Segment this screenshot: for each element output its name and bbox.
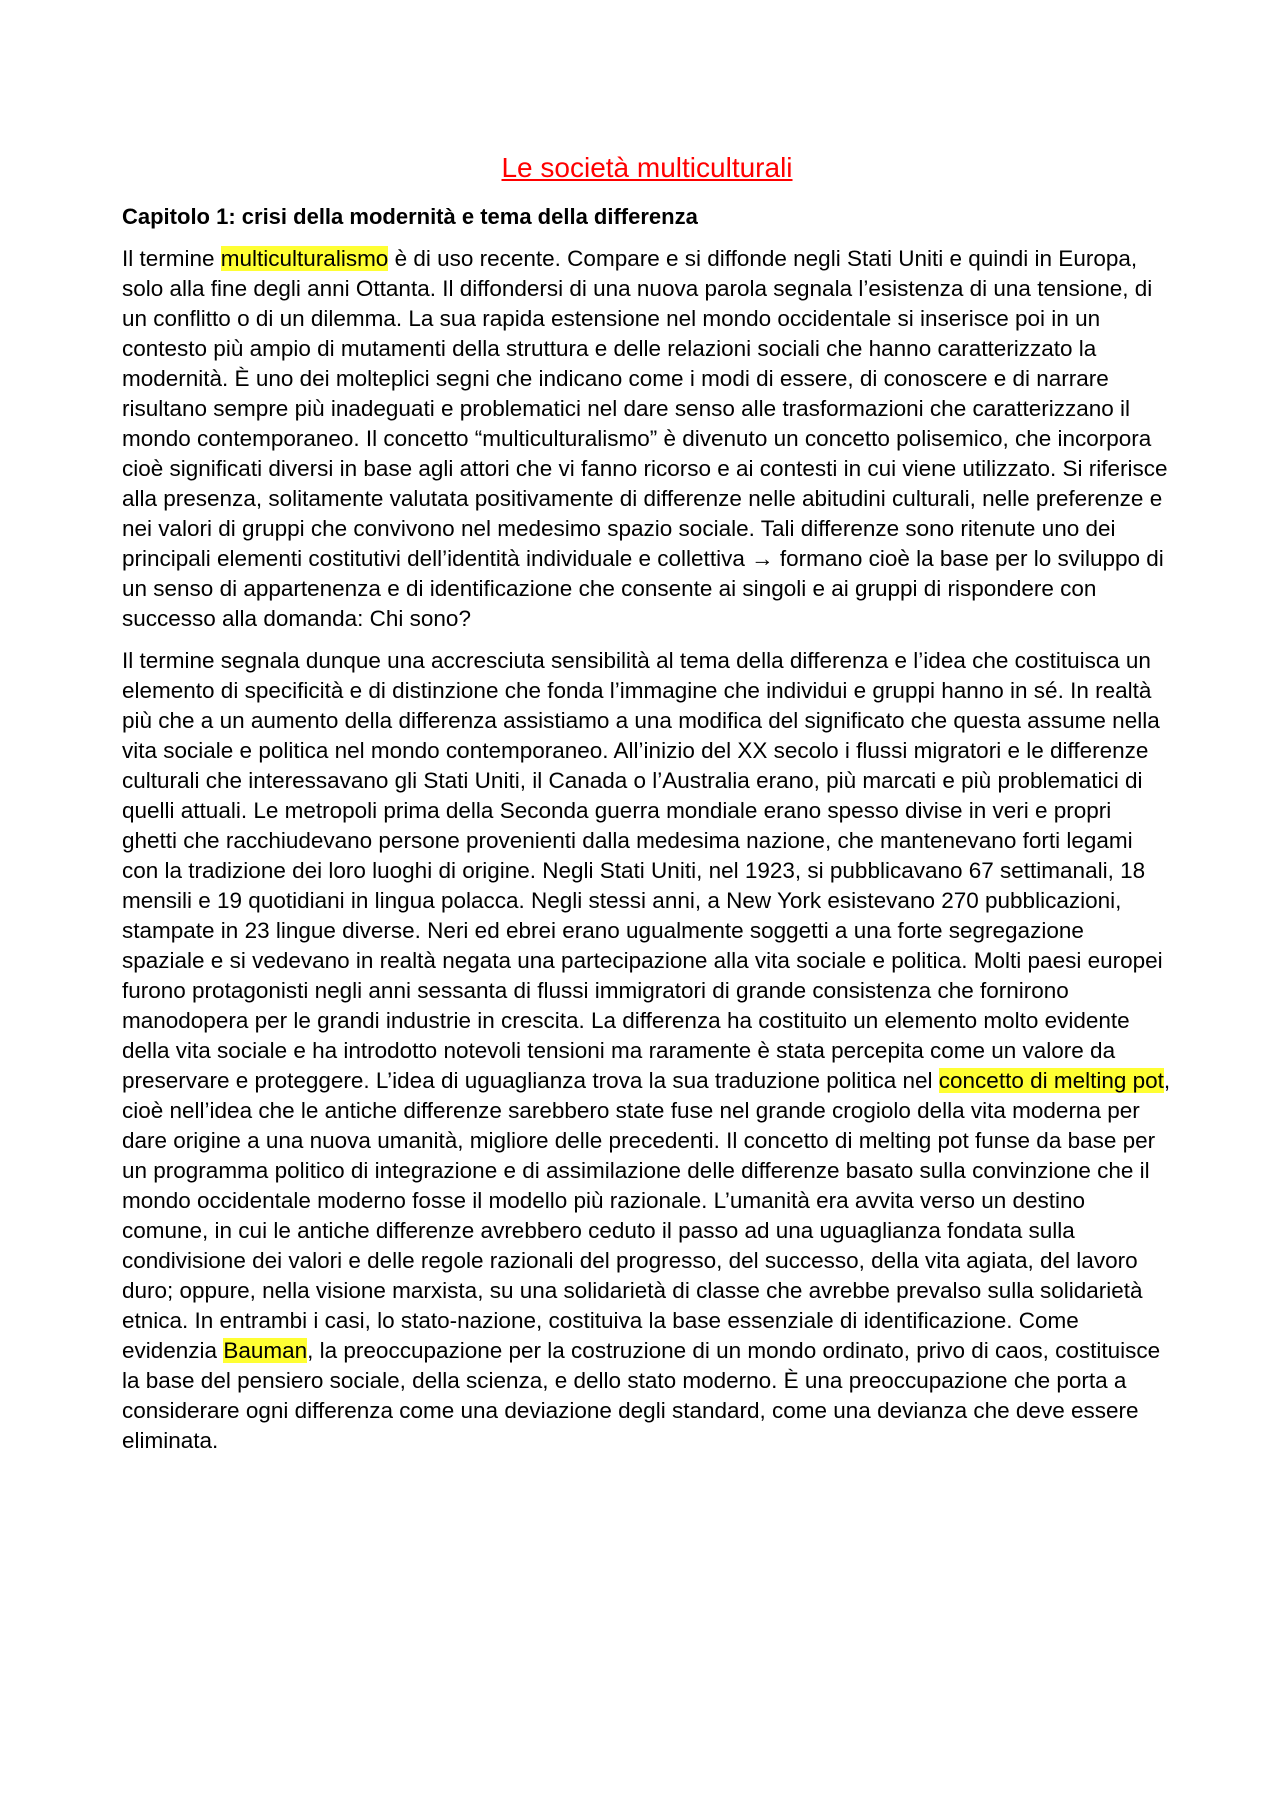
paragraph-2 (122, 646, 1172, 1456)
highlight-multiculturalismo: multiculturalismo (220, 246, 389, 271)
paragraph-2-text-b: , cioè nell’idea che le antiche differenze sarebbero state fuse nel grande crogiolo della vita moderna per dare origine a una nuova umanità, migliore delle precedenti. Il concetto di melting pot funse da base per un programma politico di integrazione e di assimilazione delle differenze basato sulla convinzione che il mondo occidentale moderno fosse il modello più razionale. L’umanità era avvita verso un destino comune, in cui le antiche differenze avrebbero ceduto il passo ad una uguaglianza fondata sulla condivisione dei valori e delle regole razionali del progresso, del successo, della vita agiata, del lavoro duro; oppure, nella visione marxista, su una solidarietà di classe che avrebbe prevalso sulla solidarietà etnica. In entrambi i casi, lo stato-nazione, costituiva la base essenziale di identificazione. Come evidenzia (122, 1068, 1171, 1363)
paragraph-2-text-a: Il termine segnala dunque una accresciuta sensibilità al tema della differenza e l’idea che costituisca un elemento di specificità e di distinzione che fonda l’immagine che individui e gruppi hanno in sé. In realtà più che a un aumento della differenza assistiamo a una modifica del significato che questa assume nella vita sociale e politica nel mondo contemporaneo. All’inizio del XX secolo i flussi migratori e le differenze culturali che interessavano gli Stati Uniti, il Canada o l’Australia erano, più marcati e più problematici di quelli attuali. Le metropoli prima della Seconda guerra mondiale erano spesso divise in veri e propri ghetti che racchiudevano persone provenienti dalla medesima nazione, che mantenevano forti legami con la tradizione dei loro luoghi di origine. Negli Stati Uniti, nel 1923, si pubblicavano 67 settimanali, 18 mensili e 19 quotidiani in lingua polacca. Negli stessi anni, a New York esistevano 270 pubblicazioni, stampate in 23 lingue diverse. Neri ed ebrei erano ugualmente soggetti a una forte segregazione spaziale e si vedevano in realtà negata una partecipazione alla vita sociale e politica. Molti paesi europei furono protagonisti negli anni sessanta di flussi immigratori di grande consistenza che fornirono manodopera per le grandi industrie in crescita. La differenza ha costituito un elemento molto evidente della vita sociale e ha introdotto notevoli tensioni ma raramente è stata percepita come un valore da preservare e proteggere. L’idea di uguaglianza trova la sua traduzione politica nel (122, 648, 1163, 1093)
paragraph-1-text-a: Il termine (122, 246, 221, 271)
paragraph-1-text-c: formano cioè la base per lo sviluppo di un senso di appartenenza e di identificazione che consente ai singoli e ai gruppi di rispondere con successo alla domanda: Chi sono? (122, 546, 1164, 631)
paragraph-1-text-b: è di uso recente. Compare e si diffonde negli Stati Uniti e quindi in Europa, solo alla fine degli anni Ottanta. Il diffondersi di una nuova parola segnala l’esistenza di una tensione, di un conflitto o di un dilemma. La sua rapida estensione nel mondo occidentale si inserisce poi in un contesto più ampio di mutamenti della struttura e delle relazioni sociali che hanno caratterizzato la modernità. È uno dei molteplici segni che indicano come i modi di essere, di conoscere e di narrare risultano sempre più inadeguati e problematici nel dare senso alle trasformazioni che caratterizzano il mondo contemporaneo. Il concetto “multiculturalismo” è divenuto un concetto polisemico, che incorpora cioè significati diversi in base agli attori che vi fanno ricorso e ai contesti in cui viene utilizzato. Si riferisce alla presenza, solitamente valutata positivamente di differenze nelle abitudini culturali, nelle preferenze e nei valori di gruppi che convivono nel medesimo spazio sociale. Tali differenze sono ritenute uno dei principali elementi costitutivi dell’identità individuale e collettiva (122, 246, 1168, 571)
paragraph-2-text-c: , la preoccupazione per la costruzione di un mondo ordinato, privo di caos, costituisce la base del pensiero sociale, della scienza, e dello stato moderno. È una preoccupazione che porta a considerare ogni differenza come una deviazione degli standard, come una devianza che deve essere eliminata. (122, 1338, 1161, 1453)
right-arrow-icon: → (751, 546, 774, 571)
chapter-heading: Capitolo 1: crisi della modernità e tema della differenza (122, 204, 698, 229)
document-title: Le società multiculturali (501, 152, 793, 183)
paragraph-1 (122, 244, 1172, 634)
document-page (122, 150, 1172, 1468)
highlight-melting-pot: concetto di melting pot (938, 1068, 1164, 1093)
highlight-bauman: Bauman (223, 1338, 308, 1363)
